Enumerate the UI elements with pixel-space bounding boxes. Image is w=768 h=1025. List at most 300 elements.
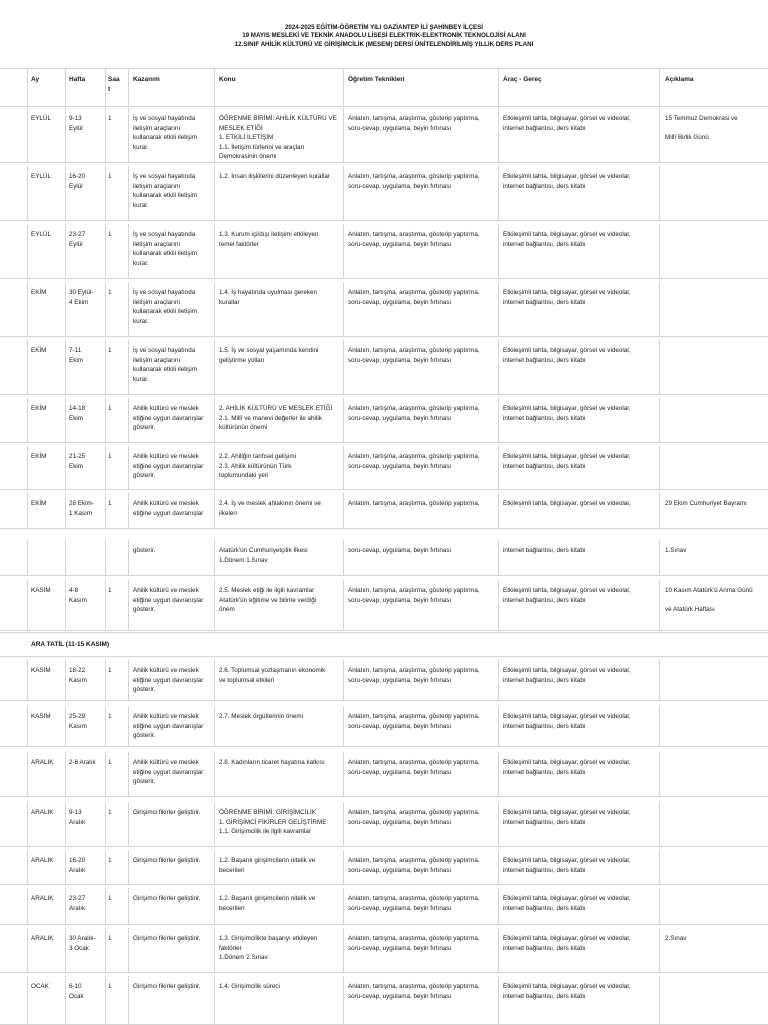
cell-konu: 1.2. Başarılı girişimcilerin nitelik ve becerileri [219, 857, 316, 874]
cell-kazanim: gösterir. [133, 547, 156, 554]
column-rule [659, 340, 660, 394]
cell-ay: ARALIK [31, 759, 54, 766]
cell-ay: ARALIK [31, 895, 54, 902]
row-rule [0, 632, 768, 633]
column-rule [343, 850, 344, 884]
column-rule [65, 540, 66, 575]
cell-arac: Etkileşimli tahta, bilgisayar, görsel ve videolar, internet bağlantısı, ders kitabı [503, 289, 631, 306]
row-rule [0, 924, 768, 925]
column-rule [343, 446, 344, 489]
column-rule [128, 282, 129, 336]
cell-teknik: Anlatım, tartışma, araştırma, gösterip yaptırma, soru-cevap, uygulama, beyin fırtınası [348, 935, 480, 952]
cell-kazanim: Girişimci fikirler geliştirir. [133, 935, 201, 942]
row-rule [0, 162, 768, 163]
row-rule [0, 106, 768, 107]
row-rule [0, 278, 768, 279]
cell-arac: internet bağlantısı, ders kitabı [503, 547, 586, 554]
cell-arac: Etkileşimli tahta, bilgisayar, görsel ve videolar, [503, 500, 631, 507]
column-rule [498, 706, 499, 746]
cell-saat: 1 [108, 500, 112, 507]
column-rule [214, 282, 215, 336]
column-rule [65, 166, 66, 220]
row-rule [0, 394, 768, 395]
cell-ay: ARALIK [31, 809, 54, 816]
cell-hafta: 18-22 Kasım [69, 667, 87, 684]
column-rule [498, 446, 499, 489]
cell-hafta: 30 Eylül- 4 Ekim [69, 289, 94, 306]
column-rule [105, 976, 106, 1024]
column-rule [214, 802, 215, 846]
cell-arac: Etkileşimli tahta, bilgisayar, görsel ve videolar, internet bağlantısı, ders kitabı [503, 347, 631, 364]
cell-konu: 1.3. Girişimcilikte başarıyı etkileyen faktörler 1.Dönem 2.Sınav [219, 935, 318, 962]
header-aciklama: Açıklama [665, 76, 694, 83]
column-rule [659, 540, 660, 575]
column-rule [128, 540, 129, 575]
column-rule [128, 446, 129, 489]
column-rule [105, 752, 106, 796]
column-rule [105, 706, 106, 746]
cell-arac: Etkileşimli tahta, bilgisayar, görsel ve videolar, internet bağlantısı, ders kitabı [503, 667, 631, 684]
column-rule [498, 224, 499, 278]
cell-teknik: Anlatım, tartışma, araştırma, gösterip yaptırma, soru-cevap, uygulama, beyin fırtınası [348, 759, 480, 776]
row-rule [0, 220, 768, 221]
column-rule [65, 580, 66, 630]
column-rule [128, 850, 129, 884]
cell-teknik: Anlatım, tartışma, araştırma, gösterip yaptırma, soru-cevap, uygulama, beyin fırtınası [348, 289, 480, 306]
column-rule [128, 706, 129, 746]
cell-hafta: 9-13 Aralık [69, 809, 86, 826]
cell-teknik: Anlatım, tartışma, araştırma, gösterip yaptırma, soru-cevap, uygulama, beyin fırtınası [348, 667, 480, 684]
column-rule [214, 108, 215, 162]
cell-hafta: 6-10 Ocak [69, 983, 84, 1000]
column-rule [214, 580, 215, 630]
header-konu: Konu [219, 76, 236, 83]
column-rule [343, 752, 344, 796]
cell-saat: 1 [108, 347, 112, 354]
cell-saat: 1 [108, 453, 112, 460]
cell-konu: 1.3. Kurum içi/dışı iletişimi etkileyen temel faktörler [219, 231, 319, 248]
column-rule [105, 493, 106, 528]
column-rule [659, 282, 660, 336]
column-rule [659, 752, 660, 796]
column-rule [128, 660, 129, 700]
column-rule [343, 166, 344, 220]
cell-konu: 2.7. Meslek örgütlerinin önemi [219, 713, 303, 720]
column-rule [128, 580, 129, 630]
column-rule [128, 398, 129, 442]
cell-teknik: Anlatım, tartışma, araştırma, gösterip yaptırma, soru-cevap, uygulama, beyin fırtınası [348, 231, 480, 248]
column-rule [214, 706, 215, 746]
cell-hafta: 9-13 Eylül [69, 115, 83, 132]
cell-aciklama: 15 Temmuz Demokrasi ve Millî Birlik Günü [665, 115, 738, 142]
cell-arac: Etkileşimli tahta, bilgisayar, görsel ve videolar, internet bağlantısı, ders kitabı [503, 895, 631, 912]
column-rule [105, 224, 106, 278]
column-rule [214, 166, 215, 220]
column-rule [27, 928, 28, 972]
column-rule [498, 850, 499, 884]
cell-konu: ÖĞRENME BİRİMİ: GİRİŞİMCİLİK 1. GİRİŞİMCİ FİKİRLER GELİŞTİRME 1.1. Girişimcilik ile ilgili kavramlar [219, 809, 327, 836]
column-rule [27, 446, 28, 489]
cell-ay: OCAK [31, 983, 49, 990]
column-rule [65, 446, 66, 489]
cell-konu: 2.5. Meslek etiği ile ilgili kavramlar Atatürk'ün eğitime ve bilime verdiği önem [219, 587, 317, 614]
cell-saat: 1 [108, 935, 112, 942]
column-rule [27, 340, 28, 394]
column-rule [65, 928, 66, 972]
cell-arac: Etkileşimli tahta, bilgisayar, görsel ve videolar, internet bağlantısı, ders kitabı [503, 713, 631, 730]
cell-konu: 1.2. Başarılı girişimcilerin nitelik ve becerileri [219, 895, 316, 912]
column-rule [214, 928, 215, 972]
column-rule [214, 398, 215, 442]
title-line: 19 MAYIS MESLEKİ VE TEKNİK ANADOLU LİSESİ ELEKTRİK-ELEKTRONİK TEKNOLOJİSİ ALANI [242, 32, 526, 40]
column-rule [498, 888, 499, 924]
column-rule [65, 660, 66, 700]
column-rule [65, 398, 66, 442]
cell-hafta: 28 Ekim- 1 Kasım [69, 500, 94, 517]
cell-teknik: Anlatım, tartışma, araştırma, gösterip yaptırma, soru-cevap, uygulama, beyin fırtınası [348, 857, 480, 874]
column-rule [128, 752, 129, 796]
column-rule [214, 752, 215, 796]
cell-arac: Etkileşimli tahta, bilgisayar, görsel ve videolar, internet bağlantısı, ders kitabı [503, 759, 631, 776]
cell-aciklama: 2.Sınav [665, 935, 687, 942]
column-rule [498, 68, 499, 106]
row-rule [0, 68, 768, 69]
row-rule [0, 442, 768, 443]
cell-saat: 1 [108, 857, 112, 864]
cell-kazanim: Ahilik kültürü ve meslek etiğine uygun davranışlar gösterir. [133, 587, 204, 614]
cell-hafta: 25-29 Kasım [69, 713, 87, 730]
cell-arac: Etkileşimli tahta, bilgisayar, görsel ve videolar, internet bağlantısı, ders kitabı [503, 935, 631, 952]
column-rule [105, 68, 106, 106]
column-rule [65, 340, 66, 394]
column-rule [214, 976, 215, 1024]
column-rule [498, 752, 499, 796]
column-rule [343, 493, 344, 528]
row-rule [0, 528, 768, 529]
column-rule [343, 340, 344, 394]
cell-kazanim: İş ve sosyal hayatında iletişim araçlarını kullanarak etkili iletişim kurar. [133, 115, 198, 151]
cell-ay: EKİM [31, 500, 47, 507]
row-rule [0, 846, 768, 847]
column-rule [214, 660, 215, 700]
column-rule [659, 660, 660, 700]
cell-saat: 1 [108, 983, 112, 990]
column-rule [105, 166, 106, 220]
column-rule [659, 976, 660, 1024]
cell-teknik: Anlatım, tartışma, araştırma, gösterip yaptırma, [348, 500, 480, 507]
cell-ay: EYLÜL [31, 115, 51, 122]
row-rule [0, 656, 768, 657]
cell-arac: Etkileşimli tahta, bilgisayar, görsel ve videolar, internet bağlantısı, ders kitabı [503, 857, 631, 874]
cell-ay: KASIM [31, 713, 51, 720]
column-rule [27, 68, 28, 106]
cell-ay: ARALIK [31, 935, 54, 942]
cell-konu: ÖĞRENME BİRİMİ: AHİLİK KÜLTÜRÜ VE MESLEK ETİĞİ 1. ETKİLİ İLETİŞİM 1.1. İletişim türlerini ve araçları Demokrasinin önemi [219, 115, 337, 161]
cell-kazanim: Girişimci fikirler geliştirir. [133, 983, 201, 990]
column-rule [214, 68, 215, 106]
column-rule [65, 282, 66, 336]
cell-teknik: Anlatım, tartışma, araştırma, gösterip yaptırma, soru-cevap, uygulama, beyin fırtınası [348, 405, 480, 422]
cell-kazanim: Girişimci fikirler geliştirir. [133, 809, 201, 816]
cell-teknik: Anlatım, tartışma, araştırma, gösterip yaptırma, soru-cevap, uygulama, beyin fırtınası [348, 347, 480, 364]
column-rule [128, 928, 129, 972]
cell-arac: Etkileşimli tahta, bilgisayar, görsel ve videolar, internet bağlantısı, ders kitabı [503, 453, 631, 470]
column-rule [498, 928, 499, 972]
column-rule [498, 282, 499, 336]
cell-hafta: 4-8 Kasım [69, 587, 87, 604]
cell-kazanim: Ahilik kültürü ve meslek etiğine uygun davranışlar gösterir. [133, 667, 204, 694]
cell-saat: 1 [108, 289, 112, 296]
column-rule [214, 340, 215, 394]
column-rule [27, 108, 28, 162]
row-rule [0, 489, 768, 490]
column-rule [659, 108, 660, 162]
column-rule [27, 660, 28, 700]
cell-saat: 1 [108, 115, 112, 122]
cell-ay: EKİM [31, 453, 47, 460]
cell-hafta: 7-11 Ekim [69, 347, 83, 364]
cell-arac: Etkileşimli tahta, bilgisayar, görsel ve videolar, internet bağlantısı, ders kitabı [503, 115, 631, 132]
column-rule [659, 928, 660, 972]
column-rule [105, 850, 106, 884]
column-rule [65, 706, 66, 746]
column-rule [343, 888, 344, 924]
column-rule [27, 224, 28, 278]
column-rule [128, 68, 129, 106]
cell-hafta: 16-20 Eylül [69, 173, 86, 190]
cell-saat: 1 [108, 809, 112, 816]
cell-hafta: 23-27 Eylül [69, 231, 86, 248]
column-rule [343, 540, 344, 575]
cell-kazanim: İş ve sosyal hayatında iletişim araçlarını kullanarak etkili iletişim kurar. [133, 347, 198, 383]
column-rule [214, 850, 215, 884]
cell-konu: 1.4. Girişimcilik süreci [219, 983, 280, 990]
column-rule [27, 493, 28, 528]
column-rule [659, 398, 660, 442]
row-rule [0, 700, 768, 701]
cell-kazanim: Girişimci fikirler geliştirir. [133, 895, 201, 902]
column-rule [343, 224, 344, 278]
cell-teknik: Anlatım, tartışma, araştırma, gösterip yaptırma, soru-cevap, uygulama, beyin fırtınası [348, 587, 480, 604]
cell-teknik: Anlatım, tartışma, araştırma, gösterip yaptırma, soru-cevap, uygulama, beyin fırtınası [348, 453, 480, 470]
column-rule [343, 68, 344, 106]
column-rule [659, 706, 660, 746]
cell-konu: 1.4. İş hayatında uyulması gereken kurallar [219, 289, 318, 306]
cell-hafta: 30 Aralık- 3 Ocak [69, 935, 96, 952]
column-rule [343, 108, 344, 162]
cell-arac: Etkileşimli tahta, bilgisayar, görsel ve videolar, internet bağlantısı, ders kitabı [503, 231, 631, 248]
header-teknik: Öğretim Teknikleri [348, 76, 405, 83]
column-rule [105, 446, 106, 489]
cell-saat: 1 [108, 173, 112, 180]
row-rule [0, 884, 768, 885]
column-rule [27, 580, 28, 630]
column-rule [214, 446, 215, 489]
column-rule [659, 224, 660, 278]
cell-kazanim: İş ve sosyal hayatında iletişim araçlarını kullanarak etkili iletişim kurar. [133, 173, 198, 209]
cell-hafta: 16-20 Aralık [69, 857, 86, 874]
column-rule [343, 398, 344, 442]
column-rule [498, 166, 499, 220]
column-rule [27, 398, 28, 442]
cell-teknik: Anlatım, tartışma, araştırma, gösterip yaptırma, soru-cevap, uygulama, beyin fırtınası [348, 115, 480, 132]
column-rule [105, 108, 106, 162]
column-rule [65, 850, 66, 884]
column-rule [27, 850, 28, 884]
cell-saat: 1 [108, 405, 112, 412]
cell-konu: 2. AHİLİK KÜLTÜRÜ VE MESLEK ETİĞİ 2.1. Millî ve manevi değerler ile ahilik kültürünün önemi [219, 405, 333, 432]
column-rule [65, 108, 66, 162]
cell-arac: Etkileşimli tahta, bilgisayar, görsel ve videolar, internet bağlantısı, ders kitabı [503, 983, 631, 1000]
column-rule [498, 580, 499, 630]
header-ay: Ay [31, 76, 40, 83]
column-rule [214, 540, 215, 575]
cell-kazanim: İş ve sosyal hayatında iletişim araçlarını kullanarak etkili iletişim kurar. [133, 231, 198, 267]
column-rule [105, 660, 106, 700]
cell-teknik: Anlatım, tartışma, araştırma, gösterip yaptırma, soru-cevap, uygulama, beyin fırtınası [348, 173, 480, 190]
cell-arac: Etkileşimli tahta, bilgisayar, görsel ve videolar, internet bağlantısı, ders kitabı [503, 587, 631, 604]
column-rule [343, 802, 344, 846]
cell-ay: KASIM [31, 587, 51, 594]
cell-ay: ARALIK [31, 857, 54, 864]
cell-arac: Etkileşimli tahta, bilgisayar, görsel ve videolar, internet bağlantısı, ders kitabı [503, 809, 631, 826]
cell-konu: Atatürk'ün Cumhuriyetçilik İlkesi 1.Dönem 1.Sınav [219, 547, 308, 564]
column-rule [128, 224, 129, 278]
column-rule [27, 166, 28, 220]
column-rule [659, 850, 660, 884]
cell-hafta: 14-18 Ekim [69, 405, 86, 422]
cell-saat: 1 [108, 231, 112, 238]
column-rule [498, 493, 499, 528]
row-rule [0, 630, 768, 631]
column-rule [27, 706, 28, 746]
cell-kazanim: İş ve sosyal hayatında iletişim araçlarını kullanarak etkili iletişim kurar. [133, 289, 198, 325]
column-rule [65, 976, 66, 1024]
header-arac: Araç - Gereç [503, 76, 542, 83]
column-rule [343, 706, 344, 746]
cell-hafta: 2-6 Aralık [69, 759, 96, 766]
column-rule [343, 928, 344, 972]
column-rule [343, 660, 344, 700]
cell-ay: EYLÜL [31, 173, 51, 180]
column-rule [659, 68, 660, 106]
column-rule [343, 580, 344, 630]
cell-arac: Etkileşimli tahta, bilgisayar, görsel ve videolar, internet bağlantısı, ders kitabı [503, 405, 631, 422]
column-rule [498, 340, 499, 394]
column-rule [128, 493, 129, 528]
cell-ay: EKİM [31, 289, 47, 296]
column-rule [27, 802, 28, 846]
cell-kazanim: Ahilik kültürü ve meslek etiğine uygun davranışlar gösterir. [133, 453, 204, 480]
column-rule [498, 398, 499, 442]
cell-saat: 1 [108, 895, 112, 902]
column-rule [65, 802, 66, 846]
cell-saat: 1 [108, 713, 112, 720]
column-rule [128, 888, 129, 924]
column-rule [105, 888, 106, 924]
cell-konu: 2.2. Ahiliğin tarihsel gelişimi 2.3. Ahilik kültürünün Türk toplumundaki yeri [219, 453, 296, 480]
column-rule [498, 540, 499, 575]
column-rule [128, 108, 129, 162]
cell-kazanim: Ahilik kültürü ve meslek etiğine uygun davranışlar gösterir. [133, 759, 204, 786]
cell-aciklama: 10 Kasım Atatürk'ü Anma Günü ve Atatürk Haftası [665, 587, 753, 614]
column-rule [214, 888, 215, 924]
column-rule [128, 802, 129, 846]
column-rule [343, 976, 344, 1024]
cell-konu: 2.6. Toplumsal yozlaşmanın ekonomik ve toplumsal etkileri [219, 667, 326, 684]
cell-konu: 1.2. İnsan ilişkilerini düzenleyen kurallar [219, 173, 330, 180]
cell-ay: KASIM [31, 667, 51, 674]
column-rule [65, 752, 66, 796]
cell-hafta: 23-27 Aralık [69, 895, 86, 912]
column-rule [105, 580, 106, 630]
cell-ay: EKİM [31, 405, 47, 412]
cell-konu: 1.5. İş ve sosyal yaşamında kendini geliştirme yolları [219, 347, 319, 364]
column-rule [128, 340, 129, 394]
cell-ay: EKİM [31, 347, 47, 354]
column-rule [659, 446, 660, 489]
column-rule [105, 282, 106, 336]
break-label: ARA TATİL (11-15 KASIM) [31, 641, 110, 648]
cell-saat: 1 [108, 587, 112, 594]
column-rule [105, 340, 106, 394]
title-line: 12.SINIF AHİLİK KÜLTÜRÜ VE GİRİŞİMCİLİK (MESEM) DERSİ ÜNİTELENDİRİLMİŞ YILLIK DERS PLANI [234, 40, 534, 48]
header-saat: Saa t [108, 76, 120, 93]
cell-teknik: Anlatım, tartışma, araştırma, gösterip yaptırma, soru-cevap, uygulama, beyin fırtınası [348, 895, 480, 912]
column-rule [498, 802, 499, 846]
cell-teknik: Anlatım, tartışma, araştırma, gösterip yaptırma, soru-cevap, uygulama, beyin fırtınası [348, 809, 480, 826]
cell-konu: 2.8. Kadınların ticaret hayatına katkısı [219, 759, 325, 766]
cell-kazanim: Girişimci fikirler geliştirir. [133, 857, 201, 864]
cell-kazanim: Ahilik kültürü ve meslek etiğine uygun davranışlar gösterir. [133, 405, 204, 432]
cell-teknik: soru-cevap, uygulama, beyin fırtınası [348, 547, 452, 554]
cell-aciklama: 29 Ekim Cumhuriyet Bayramı [665, 500, 747, 507]
row-rule [0, 575, 768, 576]
cell-kazanim: Ahilik kültürü ve meslek etiğine uygun davranışlar [133, 500, 204, 517]
cell-teknik: Anlatım, tartışma, araştırma, gösterip yaptırma, soru-cevap, uygulama, beyin fırtınası [348, 713, 480, 730]
column-rule [105, 540, 106, 575]
cell-arac: Etkileşimli tahta, bilgisayar, görsel ve videolar, internet bağlantısı, ders kitabı [503, 173, 631, 190]
column-rule [659, 580, 660, 630]
cell-saat: 1 [108, 759, 112, 766]
column-rule [65, 493, 66, 528]
column-rule [128, 976, 129, 1024]
column-rule [65, 224, 66, 278]
column-rule [65, 888, 66, 924]
cell-kazanim: Ahilik kültürü ve meslek etiğine uygun davranışlar gösterir. [133, 713, 204, 740]
row-rule [0, 746, 768, 747]
column-rule [105, 802, 106, 846]
column-rule [65, 68, 66, 106]
column-rule [659, 802, 660, 846]
column-rule [27, 752, 28, 796]
column-rule [659, 888, 660, 924]
row-rule [0, 796, 768, 797]
column-rule [498, 660, 499, 700]
cell-konu: 2.4. İş ve meslek ahlakının önemi ve ilkeleri [219, 500, 321, 517]
column-rule [105, 398, 106, 442]
header-kazanim: Kazanım [133, 76, 160, 83]
cell-aciklama: 1.Sınav [665, 547, 687, 554]
column-rule [214, 493, 215, 528]
row-rule [0, 336, 768, 337]
column-rule [498, 108, 499, 162]
cell-saat: 1 [108, 667, 112, 674]
row-rule [0, 972, 768, 973]
header-hafta: Hafta [69, 76, 86, 83]
column-rule [105, 928, 106, 972]
column-rule [498, 976, 499, 1024]
